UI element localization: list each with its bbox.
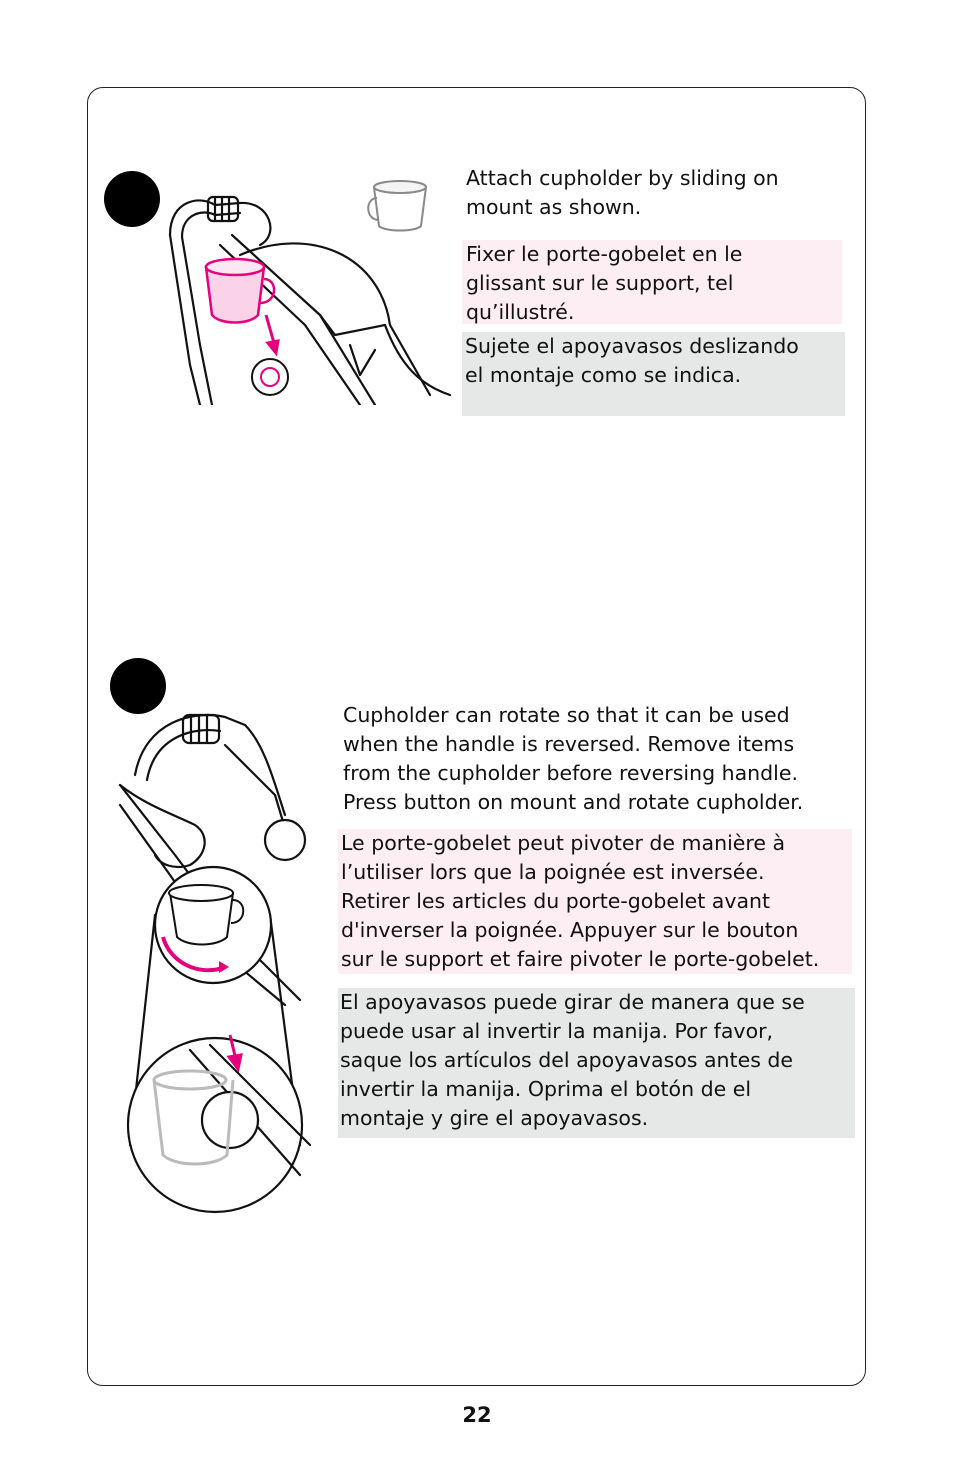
step-1-marker — [104, 171, 160, 227]
step-2-text-english: Cupholder can rotate so that it can be used when the handle is reversed. Remove items from the cupholder before reversing handle. Press button on mount and rotate cupholder. — [343, 703, 804, 814]
step-1-text-french: Fixer le porte-gobelet en le glissant sur le support, tel qu’illustré. — [462, 240, 842, 324]
page-number: 22 — [462, 1403, 492, 1427]
step-2-text-spanish: El apoyavasos puede girar de manera que se puede usar al invertir la manija. Por favor, saque los artículos del apoyavasos antes de invertir la manija. Oprima el botón de el montaje y gire el apoyavasos. — [338, 988, 855, 1138]
step-2-illustration — [115, 705, 330, 1215]
step-2-text-french: Le porte-gobelet peut pivoter de manière à l’utiliser lors que la poignée est inversée. Retirer les articles du porte-gobelet avant d'inverser la poignée. Appuyer sur le bouton sur le support et faire pivoter le porte-gobelet. — [338, 829, 852, 974]
step-1-text-spanish: Sujete el apoyavasos deslizando el montaje como se indica. — [462, 332, 845, 416]
step-1-text-english: Attach cupholder by sliding on mount as shown. — [466, 166, 779, 219]
cupholder-icon — [365, 178, 430, 234]
